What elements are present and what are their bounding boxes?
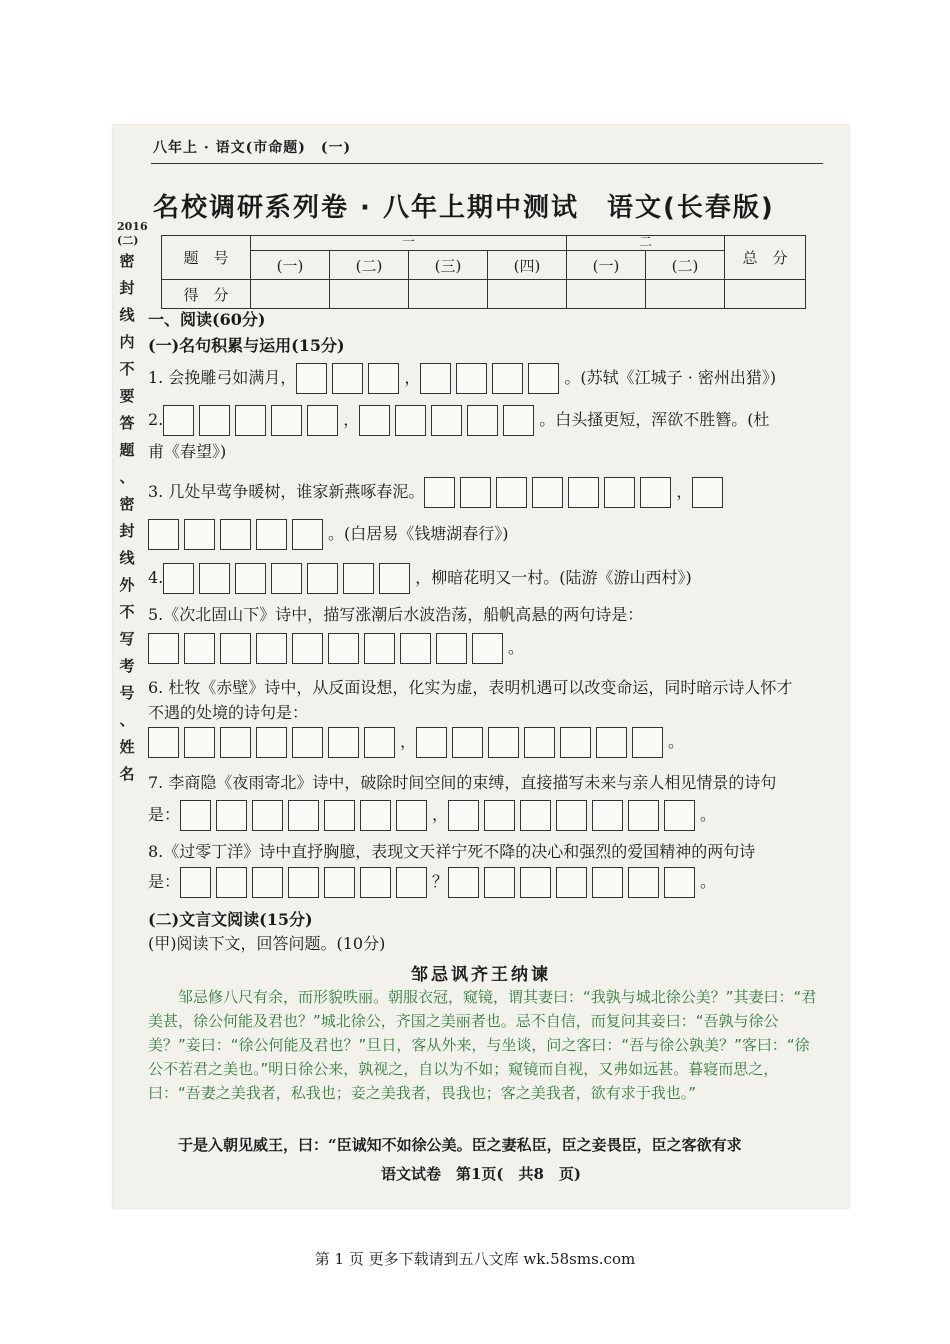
answer-box[interactable] (288, 800, 319, 831)
answer-box[interactable] (692, 477, 723, 508)
answer-box[interactable] (528, 363, 559, 394)
answer-box[interactable] (456, 363, 487, 394)
answer-box[interactable] (467, 405, 498, 436)
paper-footer: 语文试卷 第1页( 共8 页) (380, 1165, 582, 1183)
q7-lead: 是： (148, 805, 181, 824)
answer-box[interactable] (460, 477, 491, 508)
answer-box[interactable] (364, 633, 395, 664)
q3-source: 。(白居易《钱塘湖春行》) (328, 524, 509, 543)
binding-margin-char: 不 (119, 360, 135, 378)
sub-header: (一) (251, 251, 330, 280)
answer-box[interactable] (292, 727, 323, 758)
binding-margin-char: 不 (119, 603, 135, 621)
answer-box[interactable] (324, 800, 355, 831)
q3-comma: ， (676, 482, 693, 501)
binding-margin-char: 名 (119, 765, 135, 783)
answer-box[interactable] (307, 563, 338, 594)
q6-period: 。 (668, 732, 685, 751)
question-6: 6. 杜牧《赤壁》诗中，从反面设想，化实为虚，表明机遇可以改变命运，同时暗示诗人怀才 (148, 678, 793, 697)
answer-box[interactable] (332, 363, 363, 394)
section-reading: 一、阅读(60分) (148, 310, 266, 329)
header-rule (151, 163, 823, 164)
answer-box[interactable] (364, 727, 395, 758)
answer-box[interactable] (292, 633, 323, 664)
section-part1: (一)名句积累与运用(15分) (148, 336, 345, 355)
binding-margin-char: 、 (119, 468, 135, 486)
answer-box[interactable] (252, 867, 283, 898)
binding-margin-char: 封 (119, 522, 135, 540)
answer-box[interactable] (472, 633, 503, 664)
answer-box[interactable] (184, 633, 215, 664)
binding-margin-char: (二) (117, 234, 139, 247)
passage-text-continued: 于是入朝见威王，曰：“臣诚知不如徐公美。臣之妻私臣，臣之妾畏臣，臣之客欲有求 (178, 1136, 742, 1154)
section-part2: (二)文言文阅读(15分) (148, 910, 313, 929)
binding-margin-char: 密 (119, 252, 135, 270)
row-label-question: 题 号 (162, 236, 251, 280)
answer-box[interactable] (664, 800, 695, 831)
question-3 (148, 477, 728, 508)
answer-box[interactable] (220, 727, 251, 758)
answer-box[interactable] (448, 800, 479, 831)
question-2 (148, 405, 770, 436)
exam-paper (113, 125, 849, 1208)
answer-box[interactable] (664, 867, 695, 898)
passage-text: 邹忌修八尺有余，而形貌昳丽。朝服衣冠，窥镜，谓其妻曰：“我孰与城北徐公美？”其妻曰：“君美甚，徐公何能及君也？”城北徐公，齐国之美丽者也。忌不自信，而复问其妾曰：“吾孰与徐公美？”妾曰：“徐公何能及君也？”旦日，客从外来，与坐谈，问之客曰：“吾与徐公孰美？”客曰：“徐公不若君之美也。”明日徐公来，孰视之，自以为不如；窥镜而自视，又弗如远甚。暮寝而思之，曰：“吾妻之美我者，私我也；妾之美我者，畏我也；客之美我者，欲有求于我也。” (148, 988, 817, 1102)
binding-margin-char: 、 (119, 711, 135, 729)
q3-text: 3. 几处早莺争暖树，谁家新燕啄春泥。 (148, 482, 425, 501)
question-6-answer (148, 727, 684, 758)
answer-box[interactable] (556, 800, 587, 831)
answer-box[interactable] (604, 477, 635, 508)
answer-box[interactable] (199, 405, 230, 436)
answer-box[interactable] (271, 405, 302, 436)
answer-box[interactable] (556, 867, 587, 898)
answer-box[interactable] (532, 477, 563, 508)
question-7: 7. 李商隐《夜雨寄北》诗中，破除时间空间的束缚，直接描写未来与亲人相见情景的诗句 (148, 773, 777, 792)
binding-margin-char: 封 (119, 279, 135, 297)
sub-header: (二) (330, 251, 409, 280)
question-7-answer (148, 800, 716, 831)
answer-box[interactable] (431, 405, 462, 436)
answer-box[interactable] (343, 563, 374, 594)
answer-box[interactable] (307, 405, 338, 436)
total-score-cell[interactable] (725, 280, 806, 309)
binding-margin-char: 内 (119, 333, 135, 351)
question-3-cont (148, 519, 509, 550)
answer-box[interactable] (396, 800, 427, 831)
answer-box[interactable] (216, 800, 247, 831)
q7-period: 。 (700, 805, 717, 824)
q8-question-mark: ？ (432, 872, 449, 891)
answer-box[interactable] (296, 363, 327, 394)
answer-box[interactable] (235, 563, 266, 594)
answer-box[interactable] (488, 727, 519, 758)
answer-box[interactable] (292, 519, 323, 550)
part2-header: 二 (567, 236, 725, 251)
answer-box[interactable] (360, 800, 391, 831)
answer-box[interactable] (628, 800, 659, 831)
score-cell[interactable] (567, 280, 646, 309)
binding-margin-char: 号 (119, 684, 135, 702)
answer-box[interactable] (220, 519, 251, 550)
answer-box[interactable] (592, 867, 623, 898)
binding-margin-char: 答 (119, 414, 135, 432)
score-cell[interactable] (488, 280, 567, 309)
answer-box[interactable] (256, 727, 287, 758)
binding-margin-char: 密 (119, 495, 135, 513)
answer-box[interactable] (492, 363, 523, 394)
binding-margin-char: 外 (119, 576, 135, 594)
answer-box[interactable] (416, 727, 447, 758)
answer-box[interactable] (328, 727, 359, 758)
q5-period: 。 (508, 638, 525, 657)
question-6-cont: 不遇的处境的诗句是： (148, 703, 309, 722)
q1-comma: ， (404, 368, 421, 387)
question-8-answer (148, 867, 716, 898)
q8-period: 。 (700, 872, 717, 891)
answer-box[interactable] (448, 867, 479, 898)
q1-text: 1. 会挽雕弓如满月， (148, 368, 297, 387)
binding-margin-char: 要 (119, 387, 135, 405)
answer-box[interactable] (148, 519, 179, 550)
answer-box[interactable] (496, 477, 527, 508)
answer-box[interactable] (368, 363, 399, 394)
answer-box[interactable] (400, 633, 431, 664)
score-cell[interactable] (646, 280, 725, 309)
q4-text: ，柳暗花明又一村。(陆游《游山西村》) (415, 568, 692, 587)
answer-box[interactable] (252, 800, 283, 831)
question-5-answer (148, 633, 524, 664)
question-5: 5.《次北固山下》诗中，描写涨潮后水波浩荡，船帆高悬的两句诗是： (148, 605, 644, 624)
answer-box[interactable] (640, 477, 671, 508)
question-4 (148, 563, 692, 594)
question-8: 8.《过零丁洋》诗中直抒胸臆，表现文天祥宁死不降的决心和强烈的爱国精神的两句诗 (148, 842, 756, 861)
answer-box[interactable] (148, 727, 179, 758)
answer-box[interactable] (484, 867, 515, 898)
answer-box[interactable] (184, 519, 215, 550)
answer-box[interactable] (199, 563, 230, 594)
answer-box[interactable] (436, 633, 467, 664)
answer-box[interactable] (180, 867, 211, 898)
score-table (161, 235, 806, 309)
part1-header: 一 (251, 236, 567, 251)
sub-header: (二) (646, 251, 725, 280)
q2-comma: ， (343, 410, 360, 429)
binding-margin-char: 线 (119, 549, 135, 567)
answer-box[interactable] (503, 405, 534, 436)
binding-margin-char: 姓 (119, 738, 135, 756)
sub-header: (一) (567, 251, 646, 280)
binding-margin-char: 题 (119, 441, 135, 459)
q1-source: 。(苏轼《江城子 · 密州出猎》) (564, 368, 777, 387)
answer-box[interactable] (220, 633, 251, 664)
binding-margin-char: 线 (119, 306, 135, 324)
answer-box[interactable] (180, 800, 211, 831)
answer-box[interactable] (359, 405, 390, 436)
answer-box[interactable] (256, 633, 287, 664)
answer-box[interactable] (596, 727, 627, 758)
question-2-cont: 甫《春望》) (148, 442, 227, 461)
binding-margin-char: 2016 (117, 220, 148, 233)
q4-number: 4. (148, 568, 164, 587)
answer-box[interactable] (424, 477, 455, 508)
answer-box[interactable] (148, 633, 179, 664)
answer-box[interactable] (360, 867, 391, 898)
binding-margin-text (117, 220, 148, 788)
page-title: 名校调研系列卷 · 八年上期中测试 语文(长春版) (153, 193, 775, 223)
passage-title: 邹忌讽齐王纳谏 (411, 965, 551, 985)
answer-box[interactable] (235, 405, 266, 436)
answer-box[interactable] (216, 867, 247, 898)
answer-box[interactable] (520, 867, 551, 898)
answer-box[interactable] (324, 867, 355, 898)
answer-box[interactable] (420, 363, 451, 394)
q2-text: 。白头搔更短，浑欲不胜簪。(杜 (539, 410, 770, 429)
page-footer: 第 1 页 更多下载请到五八文库 wk.58sms.com (314, 1250, 636, 1268)
answer-box[interactable] (396, 867, 427, 898)
q8-lead: 是： (148, 872, 181, 891)
answer-box[interactable] (271, 563, 302, 594)
question-1 (148, 363, 776, 394)
row-label-score: 得 分 (162, 280, 251, 309)
binding-margin-char: 考 (119, 657, 135, 675)
answer-box[interactable] (184, 727, 215, 758)
answer-box[interactable] (379, 563, 410, 594)
score-cell[interactable] (330, 280, 409, 309)
answer-box[interactable] (560, 727, 591, 758)
answer-box[interactable] (452, 727, 483, 758)
answer-box[interactable] (395, 405, 426, 436)
answer-box[interactable] (592, 800, 623, 831)
answer-box[interactable] (288, 867, 319, 898)
answer-box[interactable] (524, 727, 555, 758)
score-cell[interactable] (409, 280, 488, 309)
answer-box[interactable] (632, 727, 663, 758)
paper-header: 八年上 · 语文(市命题) (一) (153, 140, 352, 156)
q2-number: 2. (148, 410, 164, 429)
total-header: 总 分 (725, 236, 806, 280)
answer-box[interactable] (520, 800, 551, 831)
sub-header: (四) (488, 251, 567, 280)
answer-box[interactable] (163, 563, 194, 594)
answer-box[interactable] (568, 477, 599, 508)
binding-margin-char: 写 (119, 630, 135, 648)
answer-box[interactable] (256, 519, 287, 550)
q7-comma: ， (432, 805, 449, 824)
answer-box[interactable] (628, 867, 659, 898)
answer-box[interactable] (484, 800, 515, 831)
section-part2a: (甲)阅读下文，回答问题。(10分) (148, 934, 386, 953)
answer-box[interactable] (163, 405, 194, 436)
q6-comma: ， (400, 732, 417, 751)
answer-box[interactable] (328, 633, 359, 664)
sub-header: (三) (409, 251, 488, 280)
